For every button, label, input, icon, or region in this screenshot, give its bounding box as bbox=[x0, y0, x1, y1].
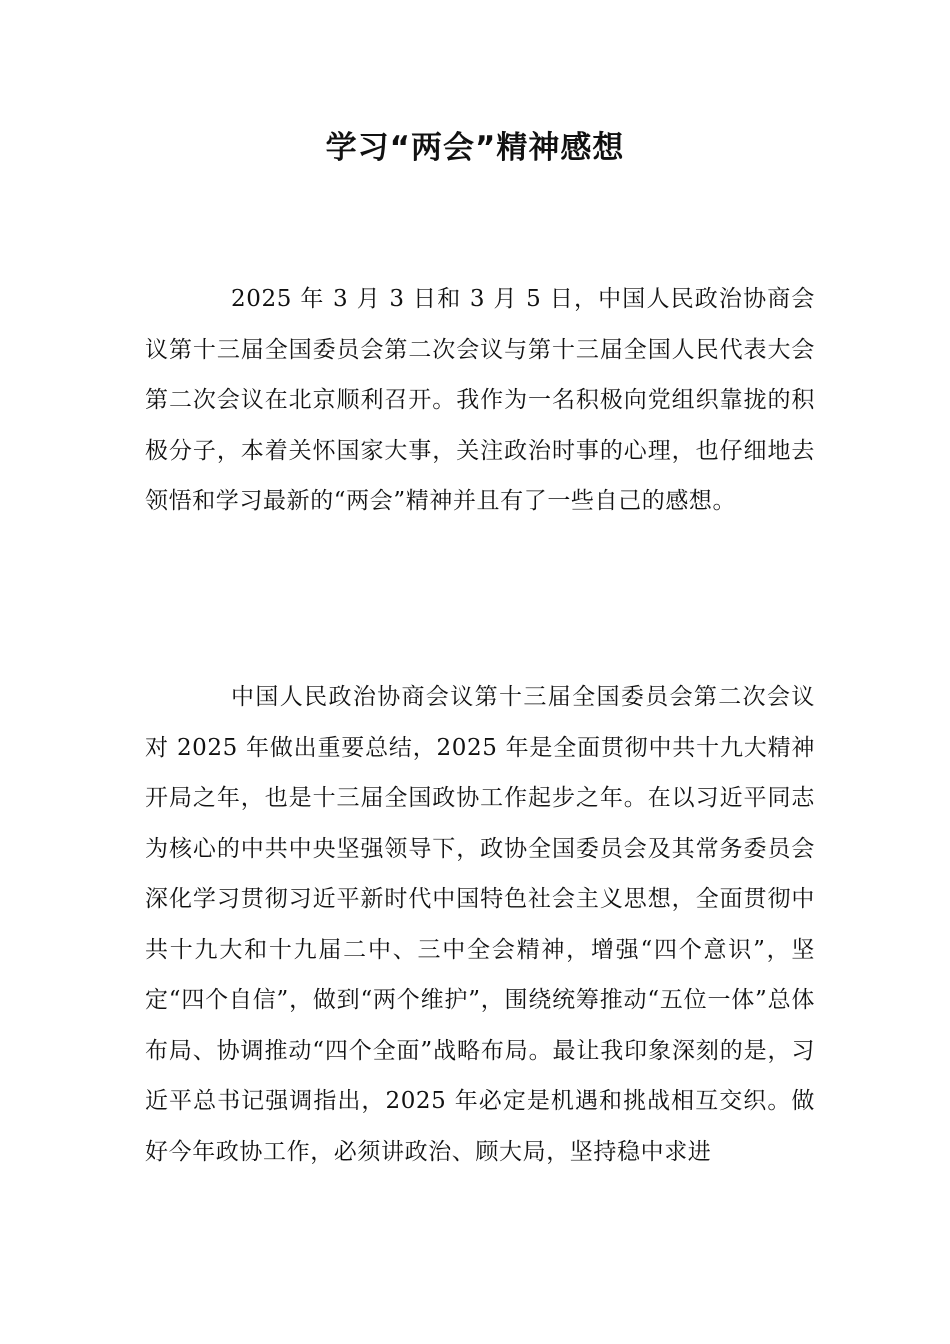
paragraph-cppcc-summary: 中国人民政治协商会议第十三届全国委员会第二次会议对 2025 年做出重要总结，2025 年是全面贯彻中共十九大精神开局之年，也是十三届全国政协工作起步之年。在以习近平同志为核心的中共中央坚强领导下，政协全国委员会及其常务委员会深化学习贯彻习近平新时代中国特色社会主义思想，全面贯彻中共十九大和十九届二中、三中全会精神，增强“四个意识”，坚定“四个自信”，做到“两个维护”，围绕统筹推动“五位一体”总体布局、协调推动“四个全面”战略布局。最让我印象深刻的是，习近平总书记强调指出，2025 年必定是机遇和挑战相互交织。做好今年政协工作，必须讲政治、顾大局，坚持稳中求进 bbox=[145, 684, 815, 1165]
document-title: 学习“两会”精神感想 bbox=[325, 130, 625, 166]
paragraph-intro: 2025 年 3 月 3 日和 3 月 5 日，中国人民政治协商会议第十三届全国委员会第二次会议与第十三届全国人民代表大会第二次会议在北京顺利召开。我作为一名积极向党组织靠拢的积极分子，本着关怀国家大事，关注政治时事的心理，也仔细地去领悟和学习最新的“两会”精神并且有了一些自己的感想。 bbox=[145, 286, 815, 514]
